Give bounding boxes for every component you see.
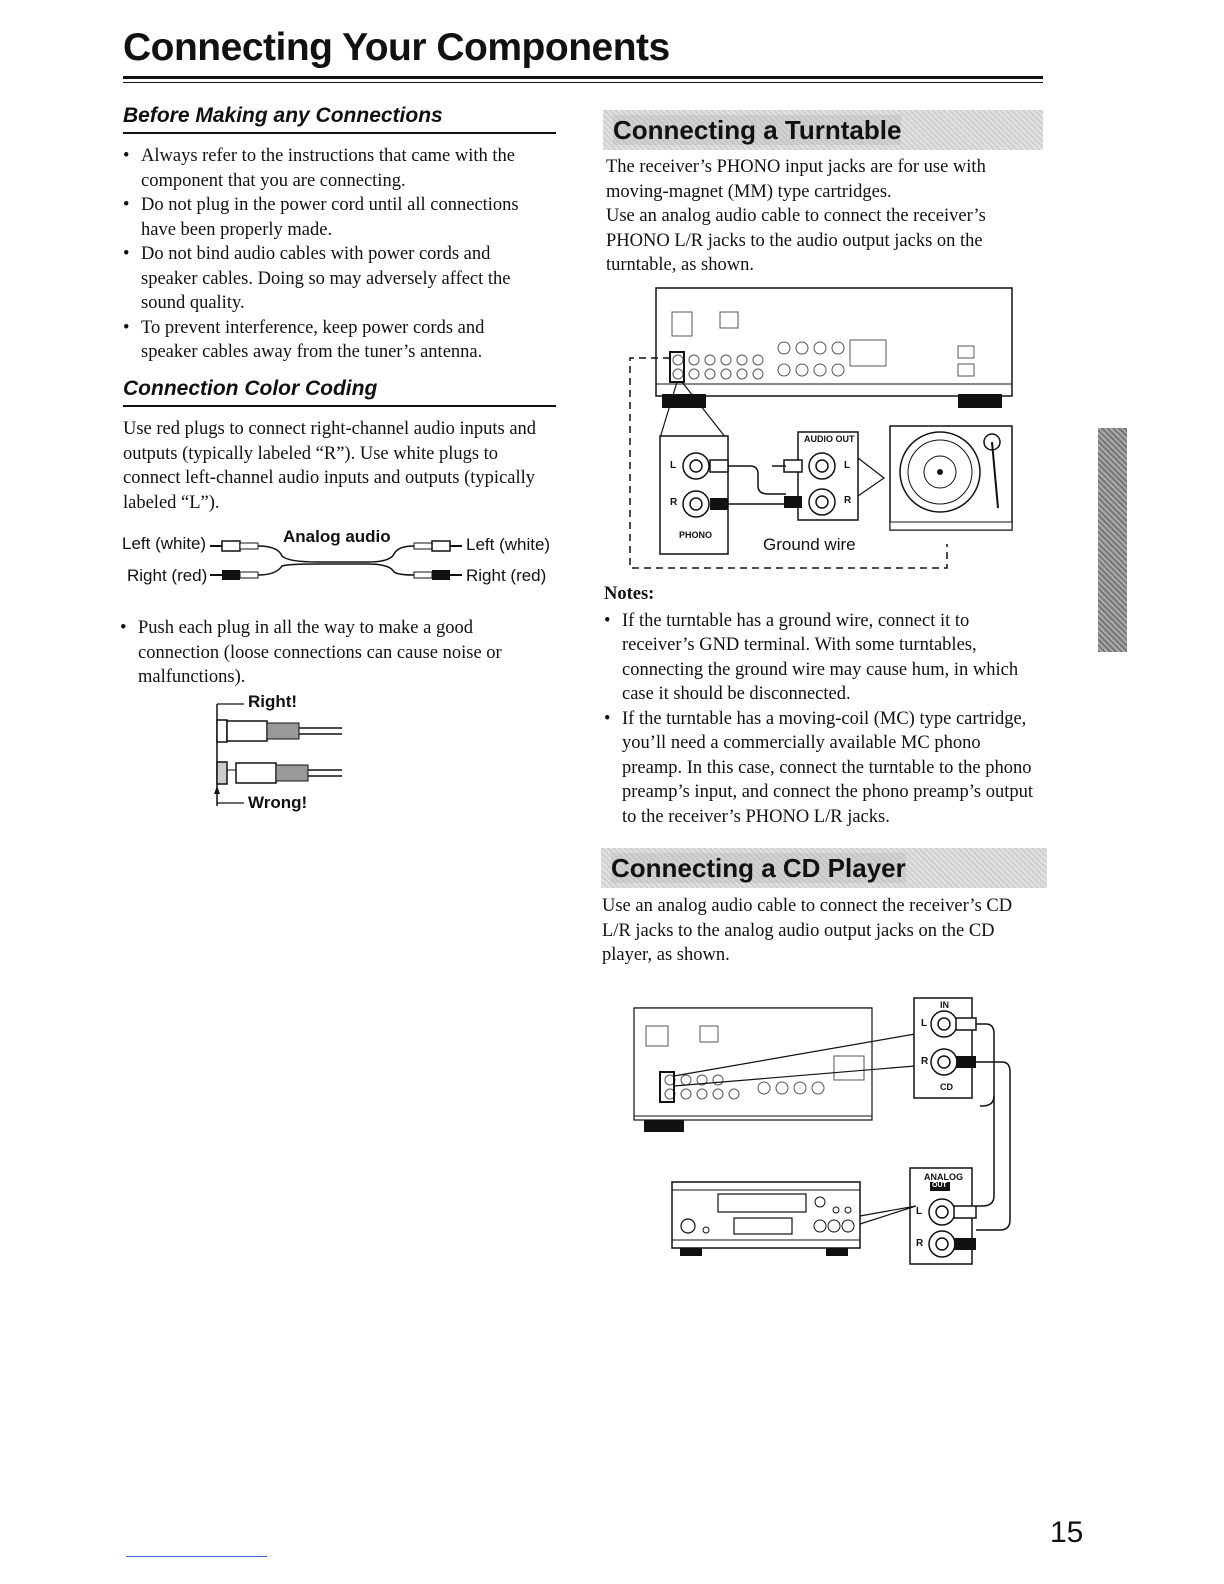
out-label: OUT <box>932 1182 947 1189</box>
color-coding-section <box>123 377 556 515</box>
left-white-label: Left (white) <box>122 534 207 553</box>
out-l-label: L <box>916 1206 923 1217</box>
in-l-label: L <box>921 1018 928 1029</box>
turntable-heading: Connecting a Turntable <box>613 115 902 145</box>
turntable-notes <box>604 582 1040 829</box>
turntable-text <box>606 155 1036 278</box>
audio-out-l-label: L <box>844 460 851 471</box>
list-item: • If the turntable has a ground wire, connect it to receiver’s GND terminal. With some turntables, connecting the ground wire may cause hum, in which case it should be disconnected. <box>604 609 1040 707</box>
audio-out-label: AUDIO OUT <box>804 434 855 444</box>
list-item: • Always refer to the instructions that came with the component that you are connecting. <box>123 144 543 193</box>
phono-label: PHONO <box>679 530 713 540</box>
out-r-label: R <box>916 1238 924 1249</box>
audio-out-r-label: R <box>844 495 852 506</box>
analog-label: ANALOG <box>924 1172 963 1182</box>
title-rule-thin <box>123 82 1043 83</box>
left-white-label-right: Left (white) <box>466 535 551 554</box>
color-coding-heading: Connection Color Coding <box>123 377 556 407</box>
list-item: • Do not plug in the power cord until all connections have been properly made. <box>123 193 543 242</box>
ground-wire-label: Ground wire <box>763 535 856 554</box>
analog-audio-label: Analog audio <box>283 527 391 546</box>
push-note-list <box>120 616 540 690</box>
cd-banner <box>601 848 1047 888</box>
turntable-diagram <box>622 286 1022 586</box>
color-coding-text: Use red plugs to connect right-channel audio inputs and outputs (typically labeled “R”). Use white plugs to connect left-channel audio inputs and outputs (typically labeled “L”). <box>123 419 537 513</box>
cd-label: CD <box>940 1082 953 1092</box>
wrong-label: Wrong! <box>248 793 308 812</box>
in-r-label: R <box>921 1056 929 1067</box>
notes-heading: Notes: <box>604 584 655 604</box>
phono-r-label: R <box>670 497 678 508</box>
right-label: Right! <box>248 692 298 711</box>
list-item: • Push each plug in all the way to make a good connection (loose connections can cause noise or malfunctions). <box>120 616 540 690</box>
cd-heading: Connecting a CD Player <box>611 853 906 883</box>
notes-list <box>604 609 1040 830</box>
list-item: • If the turntable has a moving-coil (MC) type cartridge, you’ll need a commercially available MC phono preamp. In this case, connect the turntable to the phono preamp’s input, and connect the phono preamp’s output to the receiver’s PHONO L/R jacks. <box>604 707 1040 830</box>
turntable-para2: Use an analog audio cable to connect the receiver’s PHONO L/R jacks to the audio output jacks on the turntable, as shown. <box>606 206 986 275</box>
side-tab-marker <box>1098 428 1127 652</box>
plug-illustration <box>212 690 352 815</box>
cd-diagram <box>630 996 1020 1286</box>
turntable-banner <box>603 110 1043 150</box>
right-red-label: Right (red) <box>127 566 208 585</box>
before-list <box>123 144 543 365</box>
footer-line <box>126 1556 267 1557</box>
list-item: • Do not bind audio cables with power cords and speaker cables. Doing so may adversely affect the sound quality. <box>123 242 543 316</box>
page-number: 15 <box>1050 1516 1084 1549</box>
before-heading: Before Making any Connections <box>123 104 556 134</box>
turntable-para1: The receiver’s PHONO input jacks are for use with moving-magnet (MM) type cartridges. <box>606 157 986 202</box>
analog-cable-diagram <box>120 522 560 592</box>
in-label: IN <box>940 1000 949 1010</box>
before-section <box>123 104 556 365</box>
cd-text: Use an analog audio cable to connect the receiver’s CD L/R jacks to the analog audio output jacks on the CD player, as shown. <box>602 896 1013 965</box>
title-rule <box>123 76 1043 79</box>
list-item: • To prevent interference, keep power cords and speaker cables away from the tuner’s antenna. <box>123 316 543 365</box>
plug-insertion-diagram <box>212 690 352 815</box>
page-title: Connecting Your Components <box>123 26 670 69</box>
cd-illustration <box>630 996 1020 1286</box>
cable-illustration <box>208 534 464 584</box>
right-red-label-right: Right (red) <box>466 566 547 585</box>
phono-l-label: L <box>670 460 677 471</box>
